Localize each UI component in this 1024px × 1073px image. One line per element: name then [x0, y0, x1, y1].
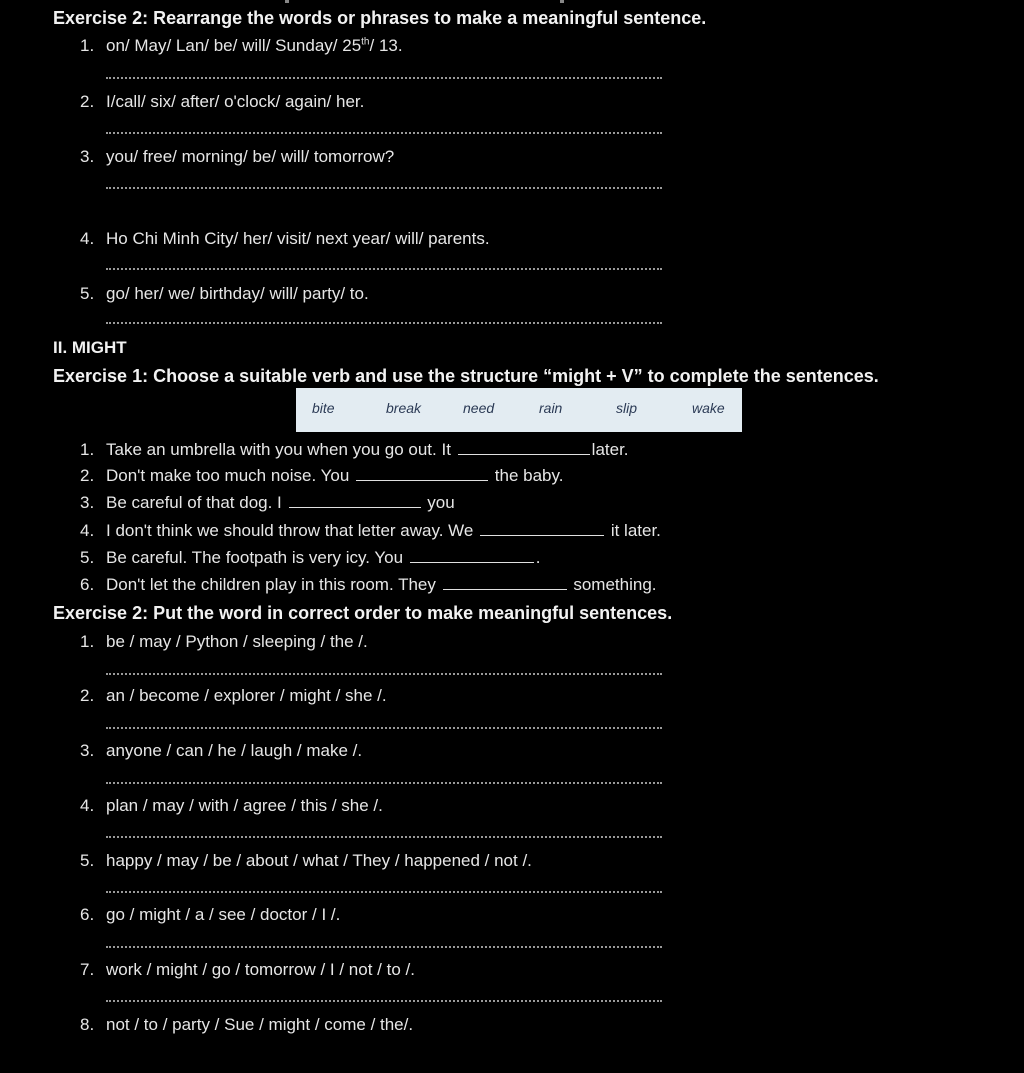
- order-item-7: [80, 960, 415, 980]
- item-number: 5.: [80, 851, 95, 870]
- word-bank-item: bite: [312, 400, 335, 416]
- answer-line[interactable]: [106, 891, 662, 893]
- item-text: be / may / Python / sleeping / the /.: [106, 632, 368, 651]
- answer-blank[interactable]: [480, 521, 604, 536]
- fill-item-3: [80, 493, 455, 513]
- item-text: you/ free/ morning/ be/ will/ tomorrow?: [106, 147, 395, 166]
- order-item-1: [80, 632, 368, 652]
- answer-line[interactable]: [106, 322, 662, 324]
- item-text-end: / 13.: [369, 36, 403, 55]
- item-text: Don't let the children play in this room. They: [106, 575, 436, 594]
- fill-item-2: [80, 466, 563, 486]
- order-item-4: [80, 796, 383, 816]
- item-text: Take an umbrella with you when you go out. It: [106, 440, 451, 459]
- fill-item-4: [80, 521, 661, 541]
- ordinal-suffix: th: [361, 36, 370, 48]
- rearrange-item-3: [80, 147, 394, 167]
- order-item-2: [80, 686, 387, 706]
- item-number: 1.: [80, 36, 95, 55]
- answer-blank[interactable]: [356, 466, 488, 481]
- item-text-end: later.: [591, 440, 629, 459]
- answer-line[interactable]: [106, 946, 662, 948]
- item-number: 1.: [80, 440, 95, 459]
- item-number: 5.: [80, 548, 95, 567]
- exercise-2-rearrange-title: Exercise 2: Rearrange the words or phrases to make a meaningful sentence.: [53, 8, 707, 28]
- item-text: I don't think we should throw that letter away. We: [106, 521, 474, 540]
- item-text: Be careful of that dog. I: [106, 493, 282, 512]
- item-text-end: the baby.: [494, 466, 564, 485]
- item-text: go / might / a / see / doctor / I /.: [106, 905, 341, 924]
- item-text: Ho Chi Minh City/ her/ visit/ next year/ will/ parents.: [106, 229, 490, 248]
- item-text: an / become / explorer / might / she /.: [106, 686, 387, 705]
- word-bank-item: slip: [616, 400, 638, 416]
- exercise-1-title: Exercise 1: Choose a suitable verb and use the structure “might + V” to complete the sentences.: [53, 366, 879, 386]
- order-item-8: [80, 1015, 413, 1035]
- cropped-previous-line: [0, 0, 1024, 4]
- rearrange-item-2: [80, 92, 364, 112]
- answer-line[interactable]: [106, 132, 662, 134]
- item-number: 3.: [80, 493, 95, 512]
- item-text-end: something.: [573, 575, 657, 594]
- item-number: 3.: [80, 741, 95, 760]
- item-number: 7.: [80, 960, 95, 979]
- item-number: 2.: [80, 466, 95, 485]
- answer-line[interactable]: [106, 727, 662, 729]
- answer-line[interactable]: [106, 836, 662, 838]
- answer-line[interactable]: [106, 187, 662, 189]
- answer-line[interactable]: [106, 268, 662, 270]
- item-text: Don't make too much noise. You: [106, 466, 350, 485]
- rearrange-item-4: [80, 229, 490, 249]
- item-number: 3.: [80, 147, 95, 166]
- order-item-6: [80, 905, 340, 925]
- word-bank-item: wake: [692, 400, 725, 416]
- item-text: plan / may / with / agree / this / she /.: [106, 796, 383, 815]
- rearrange-item-1: [80, 36, 403, 56]
- word-bank: [296, 388, 742, 432]
- item-text: happy / may / be / about / what / They / happened / not /.: [106, 851, 532, 870]
- section-title-might: II. MIGHT: [53, 338, 127, 357]
- item-number: 4.: [80, 229, 95, 248]
- item-number: 4.: [80, 796, 95, 815]
- item-number: 8.: [80, 1015, 95, 1034]
- item-number: 6.: [80, 905, 95, 924]
- item-text: go/ her/ we/ birthday/ will/ party/ to.: [106, 284, 369, 303]
- answer-line[interactable]: [106, 673, 662, 675]
- item-number: 4.: [80, 521, 95, 540]
- fill-item-5: [80, 548, 541, 568]
- rearrange-item-5: [80, 284, 369, 304]
- exercise-2-order-title: Exercise 2: Put the word in correct order to make meaningful sentences.: [53, 603, 673, 623]
- answer-blank[interactable]: [458, 440, 590, 455]
- item-text-end: .: [535, 548, 541, 567]
- answer-blank[interactable]: [443, 575, 567, 590]
- order-item-5: [80, 851, 532, 871]
- answer-line[interactable]: [106, 77, 662, 79]
- answer-blank[interactable]: [410, 548, 534, 563]
- item-number: 2.: [80, 92, 95, 111]
- answer-blank[interactable]: [289, 493, 421, 508]
- fill-item-1: [80, 440, 629, 460]
- item-text: on/ May/ Lan/ be/ will/ Sunday/ 25: [106, 36, 362, 55]
- item-number: 1.: [80, 632, 95, 651]
- item-text-end: you: [427, 493, 455, 512]
- item-number: 5.: [80, 284, 95, 303]
- item-text: I/call/ six/ after/ o'clock/ again/ her.: [106, 92, 365, 111]
- item-text-end: it later.: [610, 521, 661, 540]
- item-text: anyone / can / he / laugh / make /.: [106, 741, 363, 760]
- word-bank-item: break: [386, 400, 422, 416]
- item-number: 2.: [80, 686, 95, 705]
- fill-item-6: [80, 575, 657, 595]
- item-text: work / might / go / tomorrow / I / not / to /.: [106, 960, 415, 979]
- order-item-3: [80, 741, 362, 761]
- item-text: not / to / party / Sue / might / come / the/.: [106, 1015, 414, 1034]
- answer-line[interactable]: [106, 1000, 662, 1002]
- item-text: Be careful. The footpath is very icy. You: [106, 548, 404, 567]
- word-bank-item: need: [463, 400, 495, 416]
- word-bank-item: rain: [539, 400, 563, 416]
- item-number: 6.: [80, 575, 95, 594]
- answer-line[interactable]: [106, 782, 662, 784]
